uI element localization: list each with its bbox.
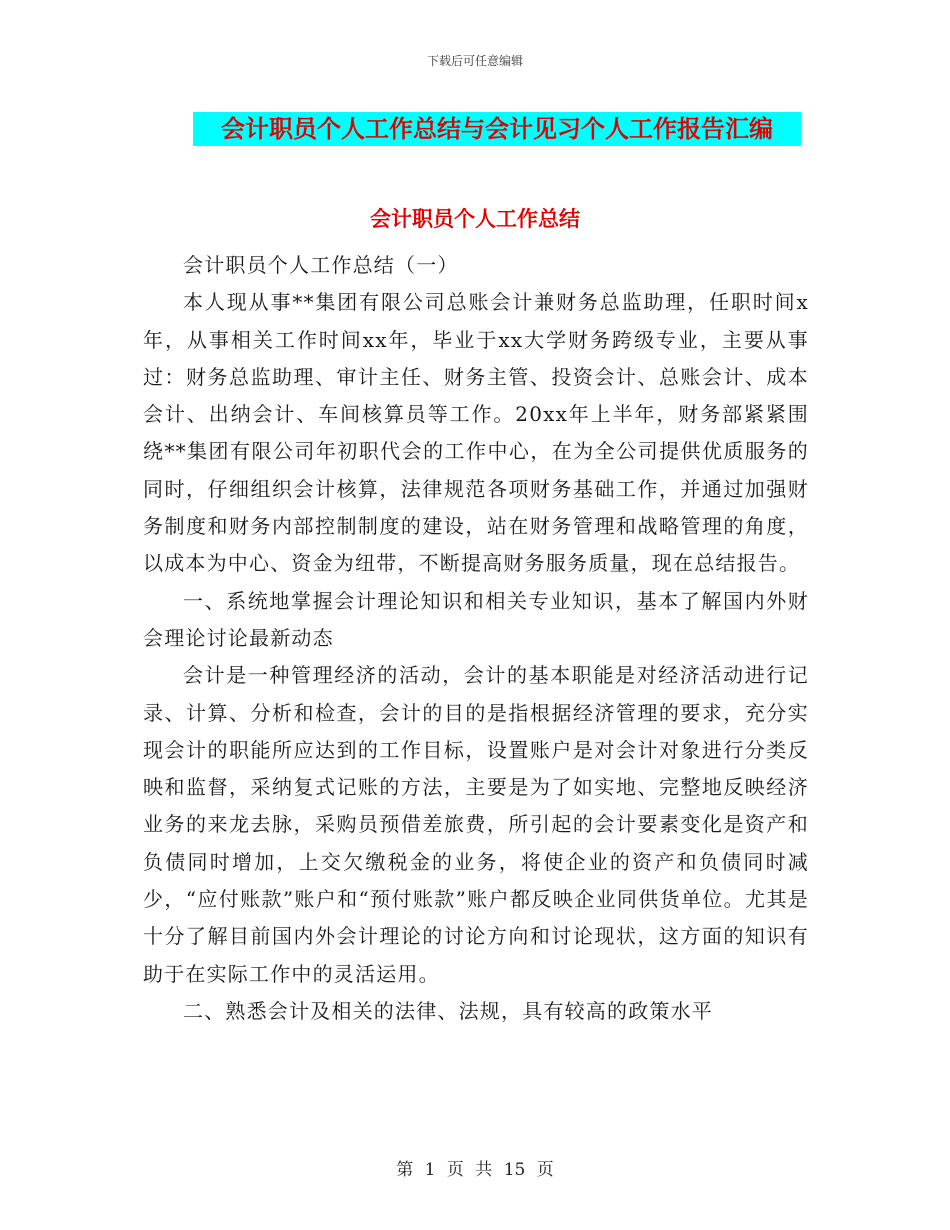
document-title: 会计职员个人工作总结与会计见习个人工作报告汇编 <box>193 112 801 146</box>
body-paragraph: 二、熟悉会计及相关的法律、法规，具有较高的政策水平 <box>183 998 713 1023</box>
body-paragraph: 会计是一种管理经济的活动，会计的基本职能是对经济活动进行记录、计算、分析和检查，会计的目的是指根据经济管理的要求，充分实现会计的职能所应达到的工作目标，设置账户是对会计对象进行分类反映和监督，采纳复式记账的方法，主要是为了如实地、完整地反映经济业务的来龙去脉，采购员预借差旅费，所引起的会计要素变化是资产和负债同时增加，上交欠缴税金的业务，将使企业的资产和负债同时减少，“应付账款”账户和“预付账款”账户都反映企业同供货单位。尤其是十分了解目前国内外会计理论的讨论方向和讨论现状，这方面的知识有助于在实际工作中的灵活运用。 <box>143 663 809 986</box>
body-paragraph: 本人现从事**集团有限公司总账会计兼财务总监助理，任职时间x年，从事相关工作时间xx年，毕业于xx大学财务跨级专业，主要从事过：财务总监助理、审计主任、财务主管、投资会计、总账会计、成本会计、出纳会计、车间核算员等工作。20xx年上半年，财务部紧紧围绕**集团有限公司年初职代会的工作中心，在为全公司提供优质服务的同时，仔细组织会计核算，法律规范各项财务基础工作，并通过加强财务制度和财务内部控制制度的建设，站在财务管理和战略管理的角度，以成本为中心、资金为纽带，不断提高财务服务质量，现在总结报告。 <box>143 290 809 576</box>
section-title: 会计职员个人工作总结 <box>370 206 580 231</box>
page-number-footer: 第 1 页 共 15 页 <box>396 1160 554 1180</box>
document-body <box>143 247 809 1030</box>
page-header-note: 下载后可任意编辑 <box>426 54 523 68</box>
subsection-heading: 会计职员个人工作总结（一） <box>183 253 459 277</box>
body-paragraph: 一、系统地掌握会计理论知识和相关专业知识，基本了解国内外财会理论讨论最新动态 <box>143 588 809 650</box>
